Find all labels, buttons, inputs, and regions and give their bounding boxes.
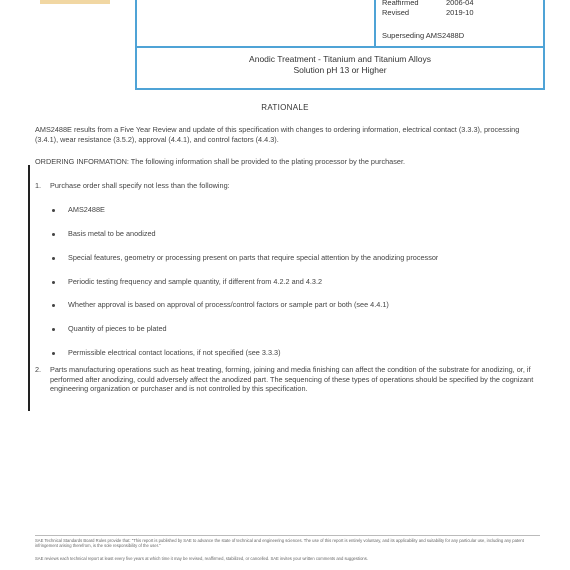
revision-dates bbox=[382, 0, 474, 17]
bullet-dot bbox=[52, 233, 55, 236]
item-1-text: Purchase order shall specify not less than the following: bbox=[50, 181, 230, 190]
revised-date: 2019-10 bbox=[446, 7, 474, 17]
bullet-item: AMS2488E bbox=[68, 205, 105, 214]
bullet-item: Special features, geometry or processing present on parts that require special attention by the anodizing processor bbox=[68, 253, 439, 262]
reaffirmed-label: Reaffirmed bbox=[382, 0, 419, 7]
bullet-dot bbox=[52, 281, 55, 284]
item-2-text: Parts manufacturing operations such as heat treating, forming, joining and media finishing can affect the condition of the substrate for anodizing, or, if performed after anodizing, could adversely affect the anodized part. The sequencing of these types of operations should be specified by the cognizant engineering organization or purchaser and is not controlled by this specification. bbox=[50, 365, 534, 394]
rationale-heading: RATIONALE bbox=[261, 103, 309, 112]
bullet-item: Quantity of pieces to be plated bbox=[68, 324, 167, 333]
revised-row bbox=[382, 8, 474, 18]
document-title bbox=[137, 54, 543, 76]
footer-line-1: SAE Technical Standards Board Rules provide that: "This report is published by SAE to advance the state of technical and engineering sciences. The use of this report is entirely voluntary, and its applicability and suitability for any particular use, including any patent infringement arising therefrom, is the sole responsibility of the user." bbox=[35, 538, 524, 549]
change-bar bbox=[28, 165, 30, 411]
bullet-dot bbox=[52, 352, 55, 355]
header-divider bbox=[374, 0, 376, 46]
reaffirmed-date: 2006-04 bbox=[446, 0, 474, 7]
sae-logo bbox=[40, 0, 110, 4]
bullet-item: Basis metal to be anodized bbox=[68, 229, 156, 238]
header-top-row bbox=[137, 0, 543, 48]
ordering-intro: ORDERING INFORMATION: The following information shall be provided to the plating processor by the purchaser. bbox=[35, 157, 406, 166]
footer-line-2: SAE reviews each technical report at least every five years at which time it may be revised, reaffirmed, stabilized, or cancelled. SAE invites your written comments and suggestions. bbox=[35, 556, 368, 561]
revised-label: Revised bbox=[382, 7, 410, 17]
item-1-number: 1. bbox=[35, 181, 42, 190]
bullet-item: Permissible electrical contact locations, if not specified (see 3.3.3) bbox=[68, 348, 281, 357]
item-2-number: 2. bbox=[35, 365, 42, 374]
title-line-1: Anodic Treatment - Titanium and Titanium Alloys bbox=[249, 54, 431, 64]
bullet-dot bbox=[52, 257, 55, 260]
title-line-2: Solution pH 13 or Higher bbox=[293, 65, 387, 75]
footer-rule bbox=[35, 535, 540, 536]
bullet-item: Periodic testing frequency and sample quantity, if different from 4.2.2 and 4.3.2 bbox=[68, 277, 323, 286]
bullet-dot bbox=[52, 328, 55, 331]
reaffirmed-row bbox=[382, 0, 474, 8]
bullet-item: Whether approval is based on approval of process/control factors or sample part or both (see 4.4.1) bbox=[68, 300, 389, 309]
document-header bbox=[135, 0, 545, 90]
bullet-dot bbox=[52, 304, 55, 307]
rationale-text: AMS2488E results from a Five Year Review and update of this specification with changes to ordering information, electrical contact (3.3.3), processing (3.4.1), wear resistance (3.5.2), approval (4.4.1), and control factors (4.4.3). bbox=[35, 125, 520, 144]
superseding-text: Superseding AMS2488D bbox=[382, 31, 465, 40]
bullet-dot bbox=[52, 209, 55, 212]
